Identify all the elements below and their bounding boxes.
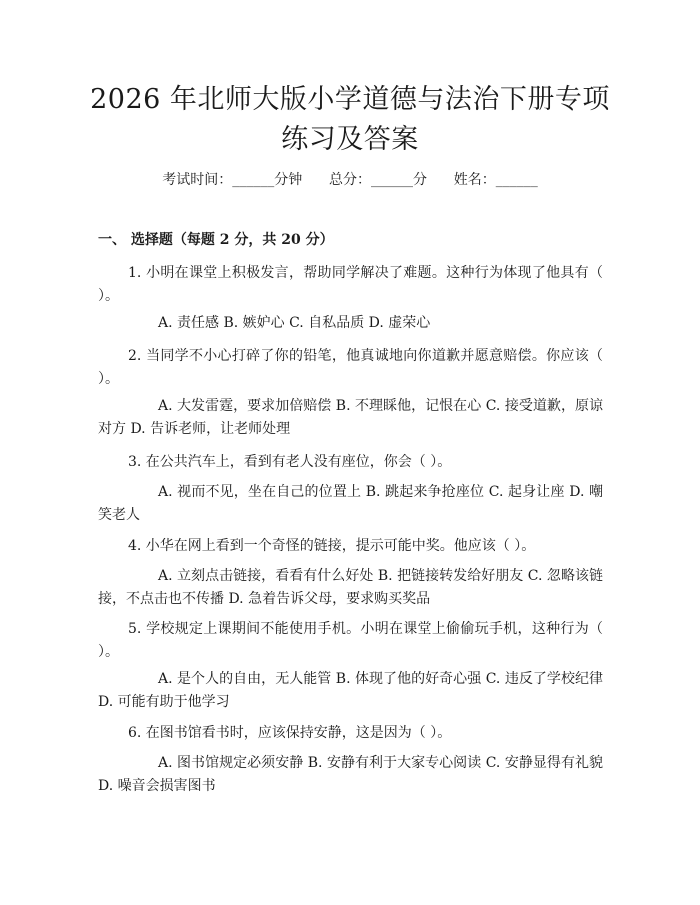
exam-time: 考试时间：______分钟 xyxy=(162,172,303,188)
question-stem xyxy=(98,722,603,745)
question-1-stem: 1. 小明在课堂上积极发言，帮助同学解决了难题。这种行为体现了他具有（ ）。 xyxy=(98,265,603,304)
question-4-stem: 4. 小华在网上看到一个奇怪的链接，提示可能中奖。他应该（ ）。 xyxy=(128,538,536,554)
question-3-options: A. 视而不见，坐在自己的位置上 B. 跳起来争抢座位 C. 起身让座 D. 嘲笑老人 xyxy=(98,484,603,523)
section-heading: 一、 选择题（每题 2 分，共 20 分） xyxy=(98,232,334,248)
question-6-options: A. 图书馆规定必须安静 B. 安静有利于大家专心阅读 C. 安静显得有礼貌 D. 噪音会损害图书 xyxy=(98,755,603,794)
question-5-options: A. 是个人的自由，无人能管 B. 体现了他的好奇心强 C. 违反了学校纪律 D. 可能有助于他学习 xyxy=(98,671,603,710)
question-stem xyxy=(98,262,603,308)
exam-score: 总分：______分 xyxy=(329,172,427,188)
question-2-options: A. 大发雷霆，要求加倍赔偿 B. 不理睬他，记恨在心 C. 接受道歉，原谅对方 D. 告诉老师，让老师处理 xyxy=(98,398,603,437)
question-1-options: A. 责任感 B. 嫉妒心 C. 自私品质 D. 虚荣心 xyxy=(158,315,431,331)
exam-meta xyxy=(0,170,700,190)
question-stem xyxy=(98,535,603,558)
question-2-stem: 2. 当同学不小心打碎了你的铅笔，他真诚地向你道歉并愿意赔偿。你应该（ ）。 xyxy=(98,348,603,387)
document-title: 2026 年北师大版小学道德与法治下册专项练习及答案 xyxy=(90,84,610,155)
question-6-stem: 6. 在图书馆看书时，应该保持安静，这是因为（ ）。 xyxy=(128,725,452,741)
question-5-stem: 5. 学校规定上课期间不能使用手机。小明在课堂上偷偷玩手机，这种行为（ ）。 xyxy=(98,621,603,660)
question-stem xyxy=(98,618,603,664)
student-name: 姓名：______ xyxy=(453,172,538,188)
question-4-options: A. 立刻点击链接，看看有什么好处 B. 把链接转发给好朋友 C. 忽略该链接，不点击也不传播 D. 急着告诉父母，要求购买奖品 xyxy=(98,568,603,607)
question-stem xyxy=(98,451,603,474)
question-stem xyxy=(98,345,603,391)
question-3-stem: 3. 在公共汽车上，看到有老人没有座位，你会（ ）。 xyxy=(128,454,452,470)
